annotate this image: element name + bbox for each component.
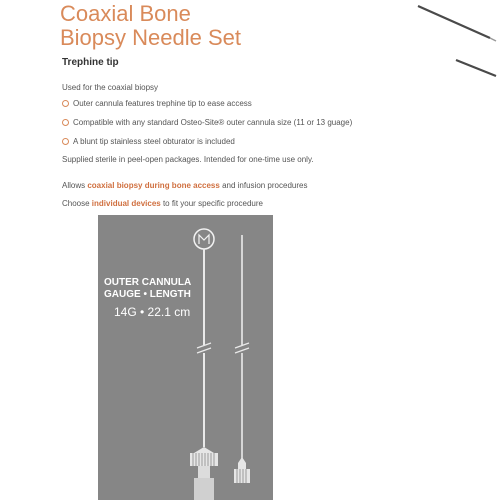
choose-pre: Choose [62, 199, 92, 208]
choose-highlight-link[interactable]: individual devices [91, 199, 161, 208]
allows-pre: Allows [62, 181, 88, 190]
allows-line [62, 181, 307, 190]
allows-highlight-link[interactable]: coaxial biopsy during bone access [87, 181, 220, 190]
choose-line [62, 199, 263, 208]
product-photo [98, 215, 273, 500]
gauge-length-label [104, 277, 191, 301]
needle-thumbnail-image [410, 0, 500, 80]
page-title: Coaxial Bone Biopsy Needle Set [60, 1, 241, 50]
choose-post: to fit your specific procedure [160, 199, 263, 208]
allows-post: and infusion procedures [219, 181, 308, 190]
list-item [62, 118, 352, 128]
needle-illustration [98, 215, 273, 500]
sterile-note: Supplied sterile in peel-open packages. Intended for one-time use only. [62, 155, 314, 164]
feature-text: A blunt tip stainless steel obturator is included [73, 137, 235, 146]
gauge-length-value: 14G • 22.1 cm [114, 305, 191, 319]
intro-text: Used for the coaxial biopsy [62, 83, 159, 92]
feature-list [62, 99, 352, 156]
list-item [62, 137, 352, 147]
feature-text: Compatible with any standard Osteo-Site® outer cannula size (11 or 13 guage) [73, 118, 353, 127]
bullet-circle-icon [62, 119, 69, 126]
bullet-circle-icon [62, 100, 69, 107]
subtitle: Trephine tip [62, 57, 119, 68]
list-item [62, 99, 352, 109]
gauge-label-line-1: OUTER CANNULA [104, 277, 192, 288]
bullet-circle-icon [62, 138, 69, 145]
feature-text: Outer cannula features trephine tip to ease access [73, 99, 252, 108]
gauge-label-line-2: GAUGE • LENGTH [104, 289, 191, 300]
